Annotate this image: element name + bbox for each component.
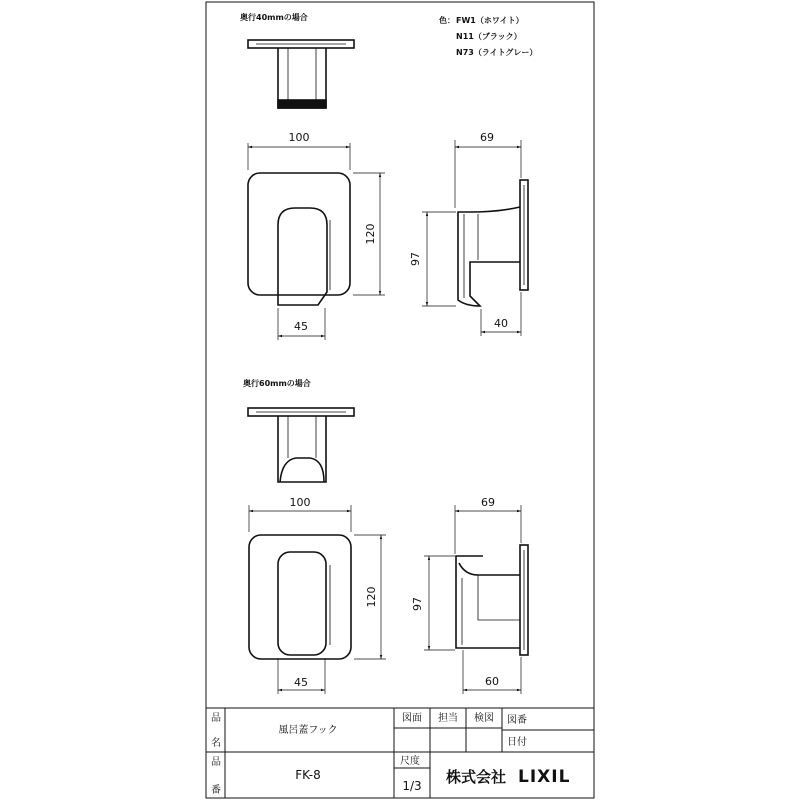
dim-bottom-height: 120 <box>365 586 378 608</box>
side-view-40 <box>409 131 528 336</box>
scale-value: 1/3 <box>402 779 422 793</box>
color-item-n73: N73（ライトグレー） <box>456 48 538 57</box>
note-case-40: 奥行40mmの場合 <box>240 13 308 22</box>
front-view-40 <box>248 131 385 340</box>
note-case-60: 奥行60mmの場合 <box>243 379 311 388</box>
top-view-40 <box>248 40 354 108</box>
brand-logo: LIXIL <box>518 767 571 787</box>
label-zumen: 図面 <box>402 713 422 724</box>
company-name: 株式会社 <box>446 768 507 786</box>
color-label: 色： <box>439 16 455 25</box>
label-tanto: 担当 <box>438 713 458 724</box>
title-block <box>206 708 594 798</box>
dim-top-side-width: 69 <box>480 131 494 144</box>
dim-top-side-height: 97 <box>409 252 422 266</box>
color-spec <box>438 15 537 57</box>
label-zuban: 図番 <box>507 715 527 726</box>
label-shakudo: 尺度 <box>400 756 420 767</box>
sheet-border <box>206 2 594 798</box>
dim-bottom-side-height: 97 <box>411 597 424 611</box>
label-hizuke: 日付 <box>507 737 527 748</box>
product-code: FK-8 <box>295 768 321 782</box>
dim-bottom-inner: 45 <box>294 676 308 689</box>
label-ban: 番 <box>211 785 221 796</box>
front-view-60 <box>249 496 386 694</box>
dim-bottom-width: 100 <box>289 496 311 509</box>
dim-top-depth: 40 <box>494 317 508 330</box>
dim-top-inner: 45 <box>294 320 308 333</box>
dim-top-height: 120 <box>364 223 377 245</box>
label-hin-2: 品 <box>211 757 221 768</box>
dim-top-width: 100 <box>288 131 310 144</box>
label-kenzu: 検図 <box>474 713 494 724</box>
side-view-60 <box>411 496 528 694</box>
top-view-60 <box>248 408 354 482</box>
label-mei: 名 <box>211 738 221 749</box>
label-hin-1: 品 <box>211 713 221 724</box>
color-item-n11: N11（ブラック） <box>456 32 522 41</box>
product-name: 風呂蓋フック <box>278 725 338 736</box>
color-item-fw1: FW1（ホワイト） <box>456 16 524 25</box>
dim-bottom-side-width: 69 <box>481 496 495 509</box>
dim-bottom-depth: 60 <box>485 675 499 688</box>
